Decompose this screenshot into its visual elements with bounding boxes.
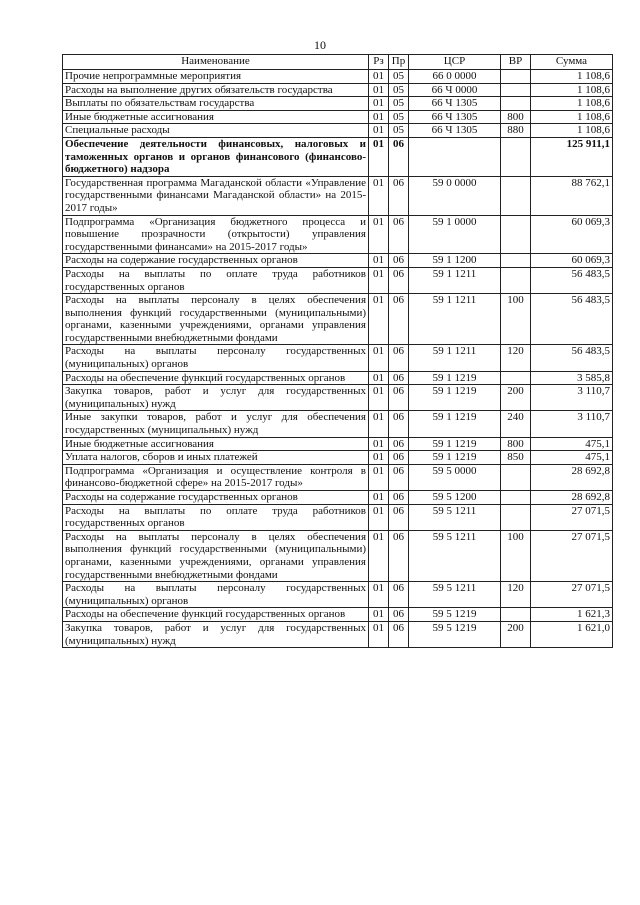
row-vr: 100 [501,530,531,581]
row-sum: 475,1 [531,437,613,451]
row-sum: 28 692,8 [531,464,613,490]
row-name: Иные бюджетные ассигнования [63,110,369,124]
row-rz: 01 [369,451,389,465]
page-number: 10 [314,38,326,52]
row-rz: 01 [369,267,389,293]
row-pr: 06 [389,137,409,176]
row-csr: 59 5 1219 [409,608,501,622]
row-csr: 59 1 1211 [409,345,501,371]
table-row [63,83,613,97]
row-pr: 06 [389,345,409,371]
row-name: Расходы на обеспечение функций государственных органов [63,371,369,385]
header-vr: ВР [501,55,531,70]
row-pr: 06 [389,294,409,345]
row-sum: 27 071,5 [531,504,613,530]
row-sum: 1 108,6 [531,70,613,84]
row-vr [501,176,531,215]
table-row [63,451,613,465]
table-row [63,137,613,176]
table-row [63,621,613,647]
row-name: Прочие непрограммные мероприятия [63,70,369,84]
row-rz: 01 [369,176,389,215]
budget-table [62,54,613,648]
row-csr: 59 1 1219 [409,371,501,385]
row-rz: 01 [369,215,389,254]
row-csr: 59 1 1211 [409,267,501,293]
row-csr: 66 Ч 0000 [409,83,501,97]
row-name: Закупка товаров, работ и услуг для государственных (муниципальных) нужд [63,621,369,647]
row-name: Подпрограмма «Организация бюджетного процесса и повышение прозрачности (открытости) управления государственными финансами» на 2015-2017 годы» [63,215,369,254]
row-pr: 06 [389,464,409,490]
row-pr: 06 [389,254,409,268]
row-sum: 56 483,5 [531,267,613,293]
row-csr: 59 5 1211 [409,504,501,530]
table-row [63,530,613,581]
table-row [63,582,613,608]
row-sum: 1 108,6 [531,124,613,138]
table-row [63,385,613,411]
row-pr: 05 [389,83,409,97]
header-csr: ЦСР [409,55,501,70]
row-rz: 01 [369,110,389,124]
row-vr [501,464,531,490]
row-pr: 06 [389,608,409,622]
table-row [63,608,613,622]
row-name: Специальные расходы [63,124,369,138]
row-name: Расходы на выплаты по оплате труда работников государственных органов [63,267,369,293]
row-csr: 59 5 1211 [409,530,501,581]
row-vr: 850 [501,451,531,465]
row-vr [501,371,531,385]
row-csr: 59 5 1200 [409,491,501,505]
row-vr: 240 [501,411,531,437]
row-sum: 60 069,3 [531,254,613,268]
row-vr [501,267,531,293]
row-sum: 1 108,6 [531,97,613,111]
row-csr [409,137,501,176]
row-rz: 01 [369,530,389,581]
row-sum: 1 621,0 [531,621,613,647]
row-vr: 120 [501,345,531,371]
row-rz: 01 [369,385,389,411]
row-name: Расходы на обеспечение функций государственных органов [63,608,369,622]
row-csr: 59 1 1219 [409,437,501,451]
row-vr [501,504,531,530]
row-sum: 27 071,5 [531,530,613,581]
row-rz: 01 [369,411,389,437]
row-pr: 06 [389,582,409,608]
row-name: Расходы на выплаты персоналу государственных (муниципальных) органов [63,582,369,608]
table-row [63,254,613,268]
row-name: Расходы на выплаты персоналу государственных (муниципальных) органов [63,345,369,371]
table-row [63,70,613,84]
row-rz: 01 [369,124,389,138]
table-row [63,504,613,530]
row-pr: 06 [389,437,409,451]
row-vr: 800 [501,437,531,451]
row-rz: 01 [369,83,389,97]
row-csr: 59 1 1200 [409,254,501,268]
row-vr [501,83,531,97]
row-name: Подпрограмма «Организация и осуществление контроля в финансово-бюджетной сфере» на 2015-2017 годы» [63,464,369,490]
row-name: Уплата налогов, сборов и иных платежей [63,451,369,465]
row-rz: 01 [369,254,389,268]
table-body [63,70,613,648]
table-row [63,110,613,124]
row-vr [501,215,531,254]
row-name: Расходы на выплаты персоналу в целях обеспечения выполнения функций государственными (муниципальными) органами, казенными учреждениями, органами управления государственными внебюджетными фондами [63,294,369,345]
row-pr: 05 [389,110,409,124]
header-pr: Пр [389,55,409,70]
row-sum: 125 911,1 [531,137,613,176]
row-name: Расходы на выплаты по оплате труда работников государственных органов [63,504,369,530]
row-csr: 59 5 1211 [409,582,501,608]
row-name: Обеспечение деятельности финансовых, налоговых и таможенных органов и органов финансового (финансово-бюджетного) надзора [63,137,369,176]
row-name: Расходы на содержание государственных органов [63,491,369,505]
row-sum: 1 108,6 [531,110,613,124]
table-row [63,371,613,385]
row-sum: 56 483,5 [531,345,613,371]
row-csr: 59 1 1219 [409,411,501,437]
row-vr [501,137,531,176]
row-vr: 880 [501,124,531,138]
row-name: Выплаты по обязательствам государства [63,97,369,111]
table-row [63,215,613,254]
row-pr: 06 [389,621,409,647]
row-pr: 06 [389,411,409,437]
row-pr: 06 [389,176,409,215]
row-name: Расходы на содержание государственных органов [63,254,369,268]
table-row [63,294,613,345]
row-pr: 06 [389,491,409,505]
row-csr: 59 5 0000 [409,464,501,490]
row-rz: 01 [369,371,389,385]
row-rz: 01 [369,70,389,84]
row-name: Закупка товаров, работ и услуг для государственных (муниципальных) нужд [63,385,369,411]
row-vr: 100 [501,294,531,345]
table-row [63,437,613,451]
header-rz: Рз [369,55,389,70]
row-sum: 28 692,8 [531,491,613,505]
row-rz: 01 [369,294,389,345]
row-csr: 59 1 1211 [409,294,501,345]
row-pr: 06 [389,530,409,581]
table-header-row [63,55,613,70]
row-pr: 06 [389,215,409,254]
row-vr: 120 [501,582,531,608]
row-rz: 01 [369,621,389,647]
row-csr: 59 5 1219 [409,621,501,647]
row-pr: 05 [389,70,409,84]
table-row [63,97,613,111]
row-name: Иные бюджетные ассигнования [63,437,369,451]
row-sum: 3 110,7 [531,385,613,411]
row-csr: 59 1 1219 [409,451,501,465]
row-sum: 1 621,3 [531,608,613,622]
table-row [63,491,613,505]
row-sum: 27 071,5 [531,582,613,608]
row-vr [501,254,531,268]
row-pr: 06 [389,371,409,385]
row-pr: 06 [389,385,409,411]
table-row [63,176,613,215]
row-rz: 01 [369,491,389,505]
row-pr: 06 [389,267,409,293]
row-vr: 200 [501,621,531,647]
table-row [63,267,613,293]
row-sum: 3 110,7 [531,411,613,437]
row-rz: 01 [369,464,389,490]
row-sum: 1 108,6 [531,83,613,97]
row-pr: 06 [389,504,409,530]
row-vr: 200 [501,385,531,411]
row-pr: 05 [389,97,409,111]
row-csr: 66 Ч 1305 [409,110,501,124]
row-sum: 56 483,5 [531,294,613,345]
row-csr: 66 Ч 1305 [409,124,501,138]
row-pr: 05 [389,124,409,138]
row-name: Расходы на выполнение других обязательств государства [63,83,369,97]
row-sum: 3 585,8 [531,371,613,385]
row-csr: 59 0 0000 [409,176,501,215]
table-row [63,411,613,437]
table-row [63,345,613,371]
row-sum: 60 069,3 [531,215,613,254]
row-name: Иные закупки товаров, работ и услуг для обеспечения государственных (муниципальных) нужд [63,411,369,437]
row-vr [501,70,531,84]
row-rz: 01 [369,137,389,176]
row-rz: 01 [369,97,389,111]
row-vr: 800 [501,110,531,124]
row-rz: 01 [369,608,389,622]
row-csr: 66 0 0000 [409,70,501,84]
table-row [63,124,613,138]
header-name: Наименование [63,55,369,70]
row-rz: 01 [369,437,389,451]
row-rz: 01 [369,345,389,371]
row-rz: 01 [369,504,389,530]
row-vr [501,491,531,505]
row-sum: 88 762,1 [531,176,613,215]
row-vr [501,608,531,622]
row-csr: 59 1 0000 [409,215,501,254]
row-csr: 59 1 1219 [409,385,501,411]
row-pr: 06 [389,451,409,465]
row-sum: 475,1 [531,451,613,465]
table-row [63,464,613,490]
row-rz: 01 [369,582,389,608]
row-name: Государственная программа Магаданской области «Управление государственными финансами Магаданской области» на 2015-2017 годы» [63,176,369,215]
row-csr: 66 Ч 1305 [409,97,501,111]
row-name: Расходы на выплаты персоналу в целях обеспечения выполнения функций государственными (муниципальными) органами, казенными учреждениями, органами управления государственными внебюджетными фондами [63,530,369,581]
row-vr [501,97,531,111]
header-sum: Сумма [531,55,613,70]
